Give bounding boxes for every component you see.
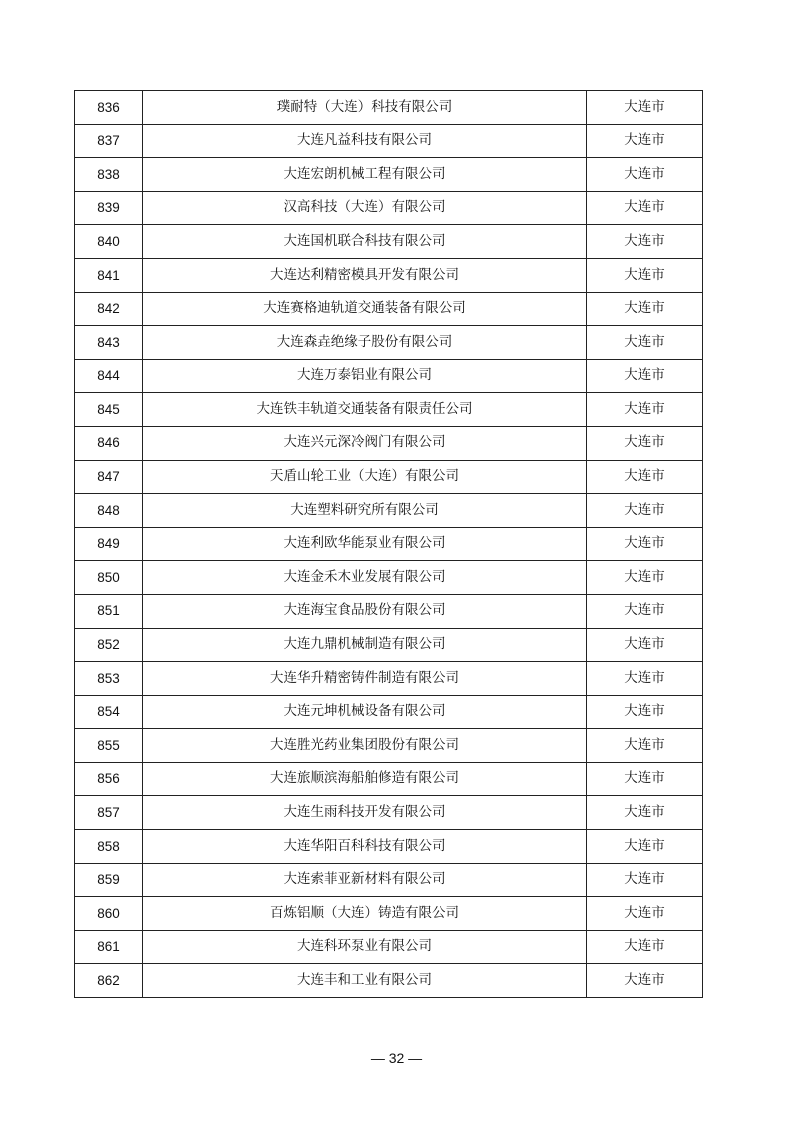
row-number-cell: 859 (75, 863, 143, 897)
company-name-cell: 大连兴元深冷阀门有限公司 (143, 426, 587, 460)
row-number-cell: 849 (75, 527, 143, 561)
company-name-cell: 大连丰和工业有限公司 (143, 964, 587, 998)
city-cell: 大连市 (587, 326, 703, 360)
company-name-cell: 大连塑料研究所有限公司 (143, 494, 587, 528)
company-name-cell: 璞耐特（大连）科技有限公司 (143, 91, 587, 125)
table-row (75, 561, 703, 595)
company-list-table (74, 90, 703, 998)
table-row (75, 662, 703, 696)
city-cell: 大连市 (587, 695, 703, 729)
city-cell: 大连市 (587, 897, 703, 931)
company-name-cell: 大连万泰铝业有限公司 (143, 359, 587, 393)
row-number-cell: 853 (75, 662, 143, 696)
row-number-cell: 860 (75, 897, 143, 931)
company-name-cell: 大连凡益科技有限公司 (143, 124, 587, 158)
company-name-cell: 大连森垚绝缘子股份有限公司 (143, 326, 587, 360)
table-row (75, 359, 703, 393)
row-number-cell: 836 (75, 91, 143, 125)
row-number-cell: 840 (75, 225, 143, 259)
city-cell: 大连市 (587, 393, 703, 427)
company-name-cell: 大连华升精密铸件制造有限公司 (143, 662, 587, 696)
city-cell: 大连市 (587, 426, 703, 460)
table-row (75, 258, 703, 292)
table-row (75, 426, 703, 460)
table-row (75, 762, 703, 796)
table-row (75, 292, 703, 326)
city-cell: 大连市 (587, 561, 703, 595)
row-number-cell: 850 (75, 561, 143, 595)
table-row (75, 695, 703, 729)
city-cell: 大连市 (587, 494, 703, 528)
row-number-cell: 857 (75, 796, 143, 830)
table-row (75, 191, 703, 225)
table-row (75, 594, 703, 628)
table-row (75, 628, 703, 662)
company-name-cell: 大连海宝食品股份有限公司 (143, 594, 587, 628)
table-row (75, 527, 703, 561)
table-row (75, 930, 703, 964)
city-cell: 大连市 (587, 796, 703, 830)
row-number-cell: 842 (75, 292, 143, 326)
company-name-cell: 大连科环泵业有限公司 (143, 930, 587, 964)
table-row (75, 91, 703, 125)
company-name-cell: 大连元坤机械设备有限公司 (143, 695, 587, 729)
table-row (75, 225, 703, 259)
company-name-cell: 大连金禾木业发展有限公司 (143, 561, 587, 595)
row-number-cell: 848 (75, 494, 143, 528)
company-name-cell: 汉高科技（大连）有限公司 (143, 191, 587, 225)
row-number-cell: 851 (75, 594, 143, 628)
row-number-cell: 839 (75, 191, 143, 225)
row-number-cell: 861 (75, 930, 143, 964)
company-name-cell: 大连索菲亚新材料有限公司 (143, 863, 587, 897)
company-name-cell: 大连旅顺滨海船舶修造有限公司 (143, 762, 587, 796)
table-row (75, 158, 703, 192)
row-number-cell: 838 (75, 158, 143, 192)
city-cell: 大连市 (587, 729, 703, 763)
row-number-cell: 843 (75, 326, 143, 360)
row-number-cell: 858 (75, 830, 143, 864)
row-number-cell: 854 (75, 695, 143, 729)
company-name-cell: 天盾山轮工业（大连）有限公司 (143, 460, 587, 494)
page-number: — 32 — (370, 1050, 423, 1066)
company-name-cell: 大连九鼎机械制造有限公司 (143, 628, 587, 662)
table-row (75, 830, 703, 864)
city-cell: 大连市 (587, 225, 703, 259)
city-cell: 大连市 (587, 460, 703, 494)
company-name-cell: 大连生雨科技开发有限公司 (143, 796, 587, 830)
company-name-cell: 大连华阳百科科技有限公司 (143, 830, 587, 864)
city-cell: 大连市 (587, 662, 703, 696)
company-name-cell: 大连赛格迪轨道交通装备有限公司 (143, 292, 587, 326)
city-cell: 大连市 (587, 359, 703, 393)
table-row (75, 729, 703, 763)
table-row (75, 897, 703, 931)
table-row (75, 326, 703, 360)
row-number-cell: 862 (75, 964, 143, 998)
row-number-cell: 852 (75, 628, 143, 662)
company-name-cell: 大连胜光药业集团股份有限公司 (143, 729, 587, 763)
row-number-cell: 845 (75, 393, 143, 427)
row-number-cell: 856 (75, 762, 143, 796)
row-number-cell: 837 (75, 124, 143, 158)
city-cell: 大连市 (587, 158, 703, 192)
row-number-cell: 855 (75, 729, 143, 763)
city-cell: 大连市 (587, 863, 703, 897)
city-cell: 大连市 (587, 762, 703, 796)
table-row (75, 124, 703, 158)
city-cell: 大连市 (587, 930, 703, 964)
city-cell: 大连市 (587, 527, 703, 561)
table-row (75, 796, 703, 830)
company-list-body (75, 91, 703, 998)
company-name-cell: 大连宏朗机械工程有限公司 (143, 158, 587, 192)
table-row (75, 863, 703, 897)
company-name-cell: 大连国机联合科技有限公司 (143, 225, 587, 259)
city-cell: 大连市 (587, 594, 703, 628)
table-row (75, 494, 703, 528)
row-number-cell: 841 (75, 258, 143, 292)
company-name-cell: 大连达利精密模具开发有限公司 (143, 258, 587, 292)
company-name-cell: 百炼铝顺（大连）铸造有限公司 (143, 897, 587, 931)
table-row (75, 460, 703, 494)
table-row (75, 964, 703, 998)
row-number-cell: 846 (75, 426, 143, 460)
table-row (75, 393, 703, 427)
company-name-cell: 大连利欧华能泵业有限公司 (143, 527, 587, 561)
city-cell: 大连市 (587, 830, 703, 864)
city-cell: 大连市 (587, 258, 703, 292)
company-name-cell: 大连铁丰轨道交通装备有限责任公司 (143, 393, 587, 427)
city-cell: 大连市 (587, 91, 703, 125)
city-cell: 大连市 (587, 964, 703, 998)
city-cell: 大连市 (587, 292, 703, 326)
row-number-cell: 847 (75, 460, 143, 494)
city-cell: 大连市 (587, 628, 703, 662)
city-cell: 大连市 (587, 191, 703, 225)
row-number-cell: 844 (75, 359, 143, 393)
city-cell: 大连市 (587, 124, 703, 158)
